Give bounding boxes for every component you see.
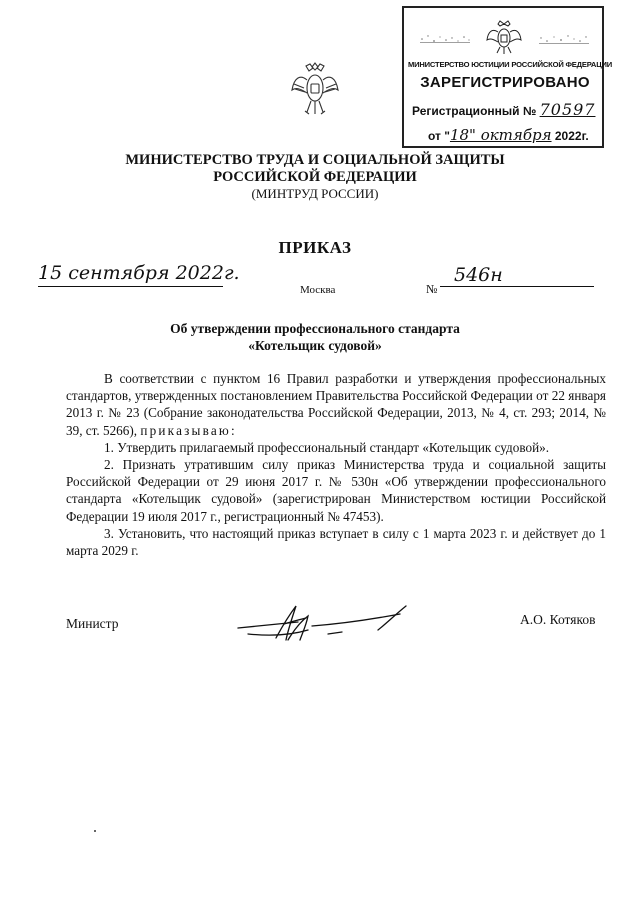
stamp-status: ЗАРЕГИСТРИРОВАНО	[420, 74, 590, 91]
stamp-reg-label: Регистрационный №	[412, 104, 537, 118]
stamp-reg-number: 70597	[539, 100, 596, 119]
stamp-date-prefix: от "	[428, 129, 450, 143]
order-body	[66, 370, 606, 559]
handwritten-signature	[228, 600, 418, 650]
scan-speck	[94, 830, 96, 832]
order-date-handwritten: 15 сентября 2022г.	[38, 262, 223, 287]
order-subject	[100, 320, 530, 354]
stamp-date-line	[428, 126, 604, 144]
russian-coat-of-arms-icon	[484, 18, 524, 56]
body-item-1: 1. Утвердить прилагаемый профессиональный стандарт «Котельщик судовой».	[104, 439, 550, 455]
stamp-ministry: МИНИСТЕРСТВО ЮСТИЦИИ РОССИЙСКОЙ ФЕДЕРАЦИИ	[408, 60, 613, 69]
stamp-texture-right	[536, 30, 592, 48]
ministry-title-line2: РОССИЙСКОЙ ФЕДЕРАЦИИ	[213, 169, 417, 185]
stamp-date-hand: 18" октября	[449, 126, 552, 144]
registration-stamp	[402, 6, 613, 148]
document-type: ПРИКАЗ	[278, 238, 352, 257]
order-city: Москва	[300, 284, 336, 296]
order-number-handwritten: 546н	[440, 264, 594, 287]
ministry-title	[100, 152, 530, 186]
subject-line1: Об утверждении профессионального стандарта	[170, 321, 460, 336]
stamp-reg-number-line	[412, 100, 602, 119]
subject-line2: «Котельщик судовой»	[248, 338, 382, 353]
signatory-name: А.О. Котяков	[520, 612, 596, 627]
stamp-texture-left	[418, 30, 472, 48]
signatory-title: Министр	[66, 616, 119, 631]
body-item-3: 3. Установить, что настоящий приказ вступает в силу с 1 марта 2023 г. и действует до 1 марта 2029 г.	[66, 525, 606, 559]
ministry-title-line1: МИНИСТЕРСТВО ТРУДА И СОЦИАЛЬНОЙ ЗАЩИТЫ	[125, 152, 505, 168]
russian-coat-of-arms-icon	[290, 62, 340, 118]
body-intro	[66, 370, 606, 439]
stamp-date-suffix: 2022г.	[554, 129, 589, 143]
ministry-abbreviation: (МИНТРУД РОССИИ)	[251, 186, 379, 201]
body-intro-order: приказываю:	[140, 422, 237, 438]
body-item-2: 2. Признать утратившим силу приказ Министерства труда и социальной защиты Российской Федерации от 29 июня 2017 г. № 530н «Об утверждении профессионального стандарта «Котельщик судовой» (зарегистрирован Министерством юстиции Российской Федерации 19 июля 2017 г., регистрационный № 47453).	[66, 457, 606, 524]
order-number-label: №	[426, 282, 438, 296]
body-intro-text: В соответствии с пунктом 16 Правил разработки и утверждения профессиональных стандартов, утвержденных постановлением Правительства Российской Федерации от 22 января 2013 г. № 23 (Собрание законодательства Российской Федерации, 2013, № 4, ст. 293; 2014, № 39, ст. 5266),	[66, 371, 606, 438]
